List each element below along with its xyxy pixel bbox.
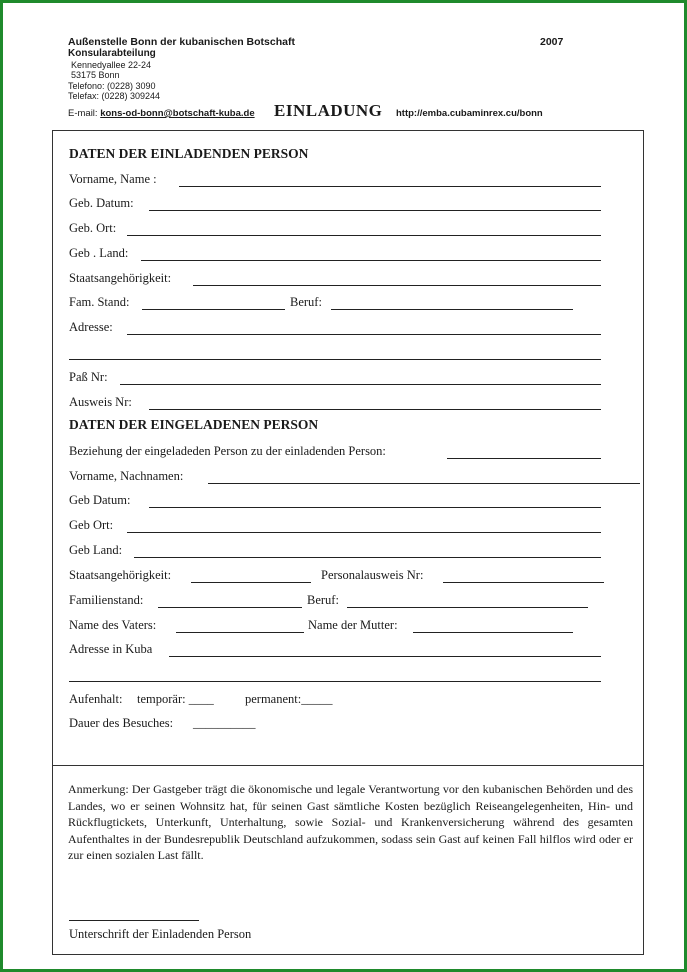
- permanent-option[interactable]: permanent:_____: [245, 692, 333, 706]
- geb-land-field[interactable]: [141, 260, 601, 261]
- invited-geb-land-label: Geb Land:: [69, 543, 123, 557]
- personalausweis-field[interactable]: [443, 582, 604, 583]
- email-line: [68, 108, 255, 119]
- name-vater-field[interactable]: [176, 632, 304, 633]
- geb-datum-label: Geb. Datum:: [69, 196, 134, 210]
- familienstand-label: Familienstand:: [69, 593, 144, 607]
- invited-staatsangehoerigkeit-field[interactable]: [191, 582, 311, 583]
- adresse-field[interactable]: [127, 334, 601, 335]
- invited-geb-datum-field[interactable]: [149, 507, 601, 508]
- email-link[interactable]: kons-od-bonn@botschaft-kuba.de: [100, 108, 255, 119]
- invited-geb-ort-field[interactable]: [127, 532, 601, 533]
- fax: Telefax: (0228) 309244: [68, 91, 161, 101]
- adresse-kuba-field[interactable]: [169, 656, 601, 657]
- invited-geb-datum-label: Geb Datum:: [69, 493, 131, 507]
- note-divider: [52, 765, 644, 766]
- fam-stand-field[interactable]: [142, 309, 285, 310]
- invited-staatsangehoerigkeit-label: Staatsangehörigkeit:: [69, 568, 172, 582]
- dauer-label: Dauer des Besuches:: [69, 716, 174, 730]
- email-label: E-mail:: [68, 108, 98, 119]
- invited-beruf-field[interactable]: [347, 607, 588, 608]
- familienstand-field[interactable]: [158, 607, 302, 608]
- adresse-field-2[interactable]: [69, 359, 601, 360]
- beruf-field[interactable]: [331, 309, 573, 310]
- name-mutter-label: Name der Mutter:: [308, 618, 398, 632]
- vorname-nachnamen-label: Vorname, Nachnamen:: [69, 469, 184, 483]
- beziehung-label: Beziehung der eingeladeden Person zu der einladenden Person:: [69, 444, 386, 458]
- street: Kennedyallee 22-24: [71, 59, 152, 70]
- geb-datum-field[interactable]: [149, 210, 601, 211]
- ausweis-nr-field[interactable]: [149, 409, 601, 410]
- invited-geb-ort-label: Geb Ort:: [69, 518, 114, 532]
- ausweis-nr-label: Ausweis Nr:: [69, 395, 132, 409]
- invitation-form-page: [3, 3, 684, 969]
- geb-land-label: Geb . Land:: [69, 246, 129, 260]
- vorname-nachnamen-field[interactable]: [208, 483, 640, 484]
- geb-ort-label: Geb. Ort:: [69, 221, 117, 235]
- signature-label: Unterschrift der Einladenden Person: [69, 927, 252, 941]
- signature-line[interactable]: [69, 920, 199, 921]
- year: 2007: [540, 36, 564, 48]
- pass-nr-label: Paß Nr:: [69, 370, 108, 384]
- note-paragraph: Anmerkung: Der Gastgeber trägt die ökonomische und legale Verantwortung vor den kubanischen Behörden und des Landes, wo er seinen Wohnsitz hat, für seinen Gast sämtliche Kosten bezüglich Reiseangelegenheiten, Hin- und Rückflugtickets, Unterkunft, Unterhaltung, sowie Sozial- und Krankenversicherung während des gesamten Aufenthaltes in der Bundesrepublik Deutschland aufzukommen, sodass sein Gast auf keinen Fall hilflos wird oder er zur einen sozialen Last fällt.: [68, 782, 633, 863]
- aufenthalt-label: Aufenhalt:: [69, 692, 123, 706]
- temporaer-option[interactable]: temporär: ____: [137, 692, 214, 706]
- staatsangehoerigkeit-field[interactable]: [193, 285, 601, 286]
- name-vater-label: Name des Vaters:: [69, 618, 157, 632]
- personalausweis-label: Personalausweis Nr:: [321, 568, 424, 582]
- phone: Telefono: (0228) 3090: [68, 80, 156, 91]
- beziehung-field[interactable]: [447, 458, 601, 459]
- invited-geb-land-field[interactable]: [134, 557, 601, 558]
- adresse-label: Adresse:: [69, 320, 113, 334]
- invited-heading: DATEN DER EINGELADENEN PERSON: [69, 417, 319, 432]
- inviting-heading: DATEN DER EINLADENDEN PERSON: [69, 146, 309, 161]
- department-name: Konsularabteilung: [68, 48, 156, 59]
- website-link[interactable]: http://emba.cubaminrex.cu/bonn: [396, 108, 543, 119]
- page-title: EINLADUNG: [274, 101, 383, 120]
- embassy-address-block: [68, 36, 295, 102]
- vorname-name-label: Vorname, Name :: [69, 172, 157, 186]
- pass-nr-field[interactable]: [120, 384, 601, 385]
- beruf-label: Beruf:: [290, 295, 322, 309]
- invited-beruf-label: Beruf:: [307, 593, 339, 607]
- vorname-name-field[interactable]: [179, 186, 601, 187]
- staatsangehoerigkeit-label: Staatsangehörigkeit:: [69, 271, 172, 285]
- adresse-kuba-label: Adresse in Kuba: [69, 642, 153, 656]
- name-mutter-field[interactable]: [413, 632, 573, 633]
- office-name: Außenstelle Bonn der kubanischen Botschaft: [68, 36, 295, 48]
- dauer-field[interactable]: __________: [193, 716, 256, 730]
- geb-ort-field[interactable]: [127, 235, 601, 236]
- city: 53175 Bonn: [71, 70, 120, 80]
- fam-stand-label: Fam. Stand:: [69, 295, 130, 309]
- adresse-kuba-field-2[interactable]: [69, 681, 601, 682]
